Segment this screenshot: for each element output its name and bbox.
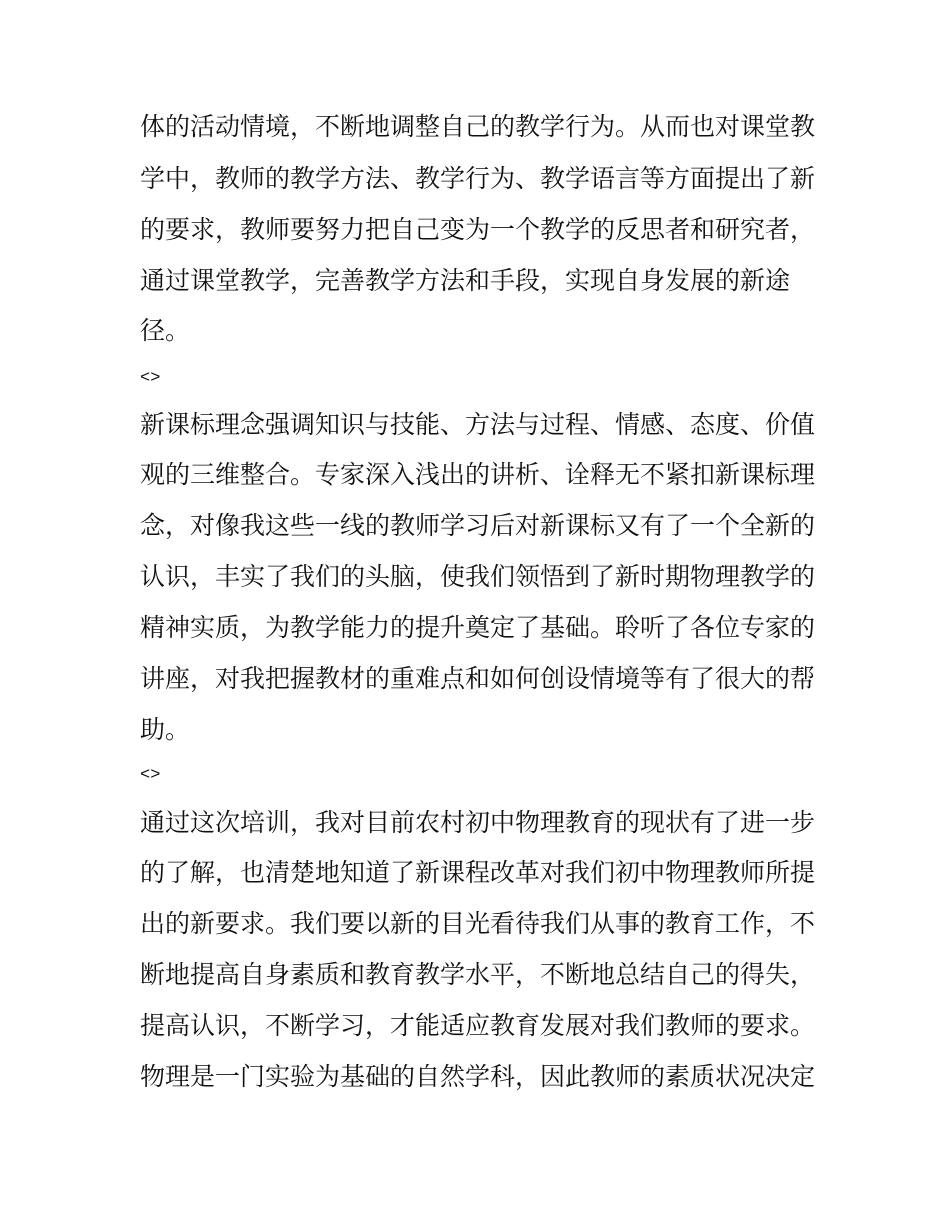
paragraph-3-line-3: 出的新要求。我们要以新的目光看待我们从事的教育工作，不 — [140, 909, 816, 938]
paragraph-1-line-3: 的要求，教师要努力把自己变为一个教学的反思者和研究者， — [140, 215, 816, 244]
paragraph-1-line-2: 学中，教师的教学方法、教学行为、教学语言等方面提出了新 — [140, 164, 816, 193]
paragraph-3-line-1: 通过这次培训，我对目前农村初中物理教育的现状有了进一步 — [140, 808, 816, 837]
paragraph-2-line-2: 观的三维整合。专家深入浅出的讲析、诠释无不紧扣新课标理 — [140, 460, 816, 489]
paragraph-3-line-5: 提高认识，不断学习，才能适应教育发展对我们教师的要求。 — [140, 1011, 816, 1040]
section-separator-2: <> — [140, 766, 161, 785]
paragraph-1-line-1: 体的活动情境，不断地调整自己的教学行为。从而也对课堂教 — [140, 112, 816, 141]
section-separator-1: <> — [140, 369, 161, 388]
paragraph-2-line-1: 新课标理念强调知识与技能、方法与过程、情感、态度、价值 — [140, 410, 816, 439]
paragraph-2-line-5: 精神实质，为教学能力的提升奠定了基础。聆听了各位专家的 — [140, 613, 816, 642]
paragraph-3-line-2: 的了解，也清楚地知道了新课程改革对我们初中物理教师所提 — [140, 858, 816, 887]
paragraph-3-line-4: 断地提高自身素质和教育教学水平，不断地总结自己的得失， — [140, 960, 816, 989]
paragraph-1-line-4: 通过课堂教学，完善教学方法和手段，实现自身发展的新途 — [140, 266, 791, 295]
paragraph-2-line-6: 讲座，对我把握教材的重难点和如何创设情境等有了很大的帮 — [140, 664, 816, 693]
paragraph-2-line-3: 念，对像我这些一线的教师学习后对新课标又有了一个全新的 — [140, 511, 816, 540]
paragraph-2-line-4: 认识，丰实了我们的头脑，使我们领悟到了新时期物理教学的 — [140, 562, 816, 591]
paragraph-3-line-6: 物理是一门实验为基础的自然学科，因此教师的素质状况决定 — [140, 1062, 816, 1091]
paragraph-1-line-5: 径。 — [140, 316, 191, 345]
paragraph-2-line-7: 助。 — [140, 715, 191, 744]
